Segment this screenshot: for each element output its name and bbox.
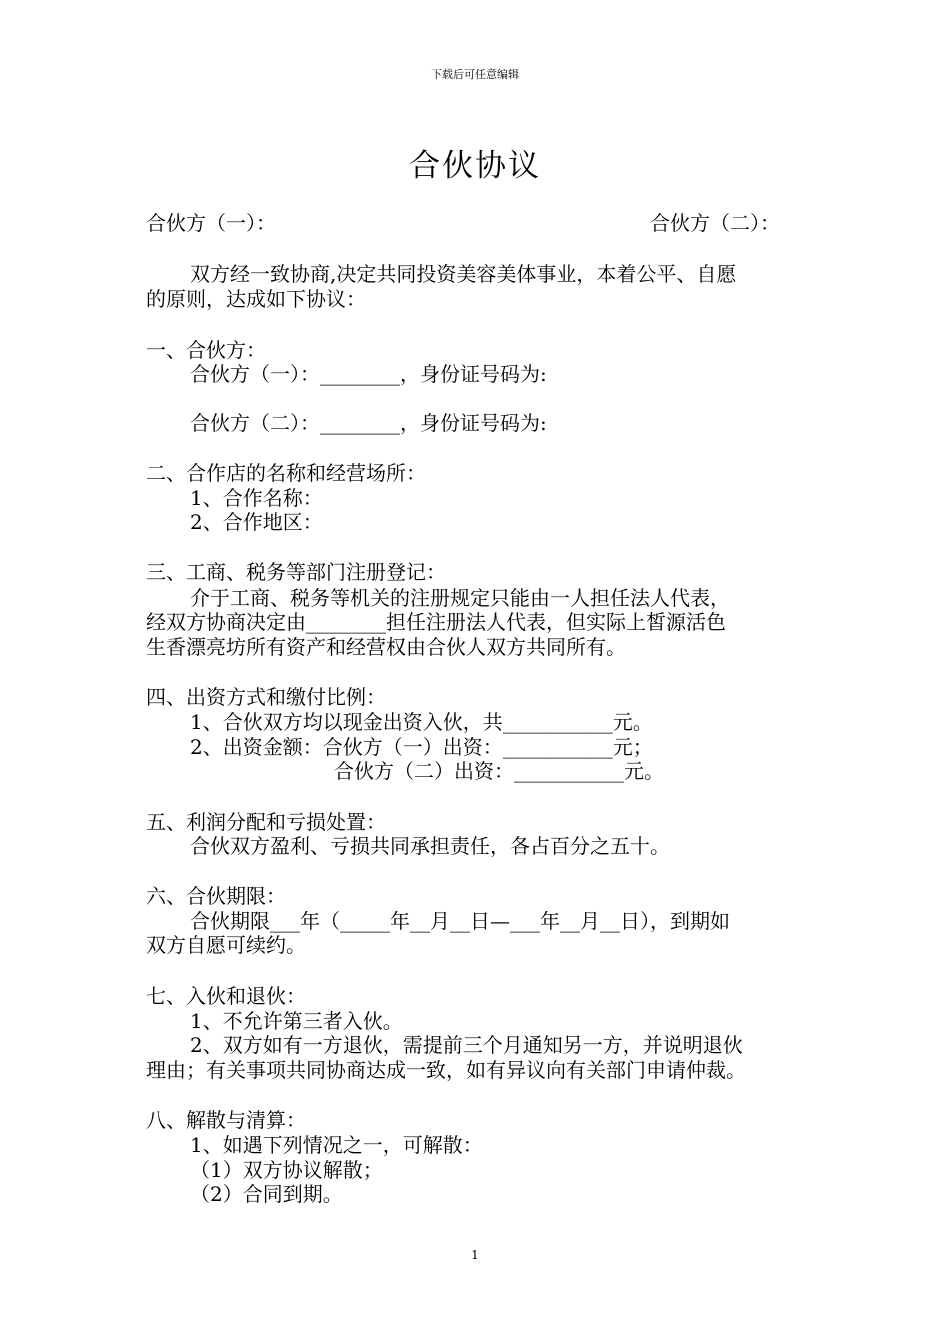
party-one-field: 合伙方（一）：________，身份证号码为:: [190, 362, 547, 386]
section-heading: 四、出资方式和缴付比例：: [146, 685, 386, 709]
list-item: 2、合作地区：: [190, 510, 323, 534]
intro-line: 的原则，达成如下协议：: [146, 287, 366, 311]
list-item: （1）双方协议解散；: [190, 1158, 383, 1182]
document-title: 合伙协议: [409, 148, 541, 184]
paragraph-line: 介于工商、税务等机关的注册规定只能由一人担任法人代表，: [190, 586, 730, 610]
list-item: （2）合同到期。: [190, 1182, 343, 1206]
section-heading: 七、入伙和退伙：: [146, 984, 306, 1008]
paragraph-line: 2、双方如有一方退伙，需提前三个月通知另一方，并说明退伙: [190, 1033, 743, 1057]
list-item: 1、合作名称：: [190, 486, 323, 510]
list-item: 2、出资金额：合伙方（一）出资：___________元；: [190, 735, 653, 759]
section-heading: 六、合伙期限：: [146, 884, 286, 908]
paragraph-line: 经双方协商决定由________担任注册法人代表，但实际上皙源活色: [146, 610, 726, 634]
page-number: 1: [471, 1248, 479, 1262]
page-header: 下载后可任意编辑: [431, 68, 519, 81]
party-two-label: 合伙方（二）：: [650, 211, 780, 235]
paragraph-line: 理由；有关事项共同协商达成一致，如有异议向有关部门申请仲裁。: [146, 1058, 746, 1082]
party-two-field: 合伙方（二）：________，身份证号码为:: [190, 411, 547, 435]
section-heading: 八、解散与清算：: [146, 1108, 306, 1132]
intro-line: 双方经一致协商,决定共同投资美容美体事业，本着公平、自愿: [190, 262, 737, 286]
list-item: 1、不允许第三者入伙。: [190, 1009, 403, 1033]
section-heading: 五、利润分配和亏损处置：: [146, 810, 386, 834]
list-item: 合伙方（二）出资：___________元。: [334, 759, 664, 783]
paragraph-line: 合伙期限___年（_____年__月__日—___年__月__日），到期如: [190, 909, 730, 933]
list-item: 1、如遇下列情况之一，可解散：: [190, 1133, 483, 1157]
party-one-label: 合伙方（一）：: [146, 211, 276, 235]
section-heading: 二、合作店的名称和经营场所：: [146, 461, 426, 485]
paragraph-line: 生香漂亮坊所有资产和经营权由合伙人双方共同所有。: [146, 635, 626, 659]
paragraph-line: 合伙双方盈利、亏损共同承担责任，各占百分之五十。: [190, 834, 670, 858]
list-item: 1、合伙双方均以现金出资入伙，共___________元。: [190, 710, 653, 734]
section-heading: 一、合伙方：: [146, 338, 266, 362]
paragraph-line: 双方自愿可续约。: [146, 933, 306, 957]
section-heading: 三、工商、税务等部门注册登记：: [146, 560, 446, 584]
